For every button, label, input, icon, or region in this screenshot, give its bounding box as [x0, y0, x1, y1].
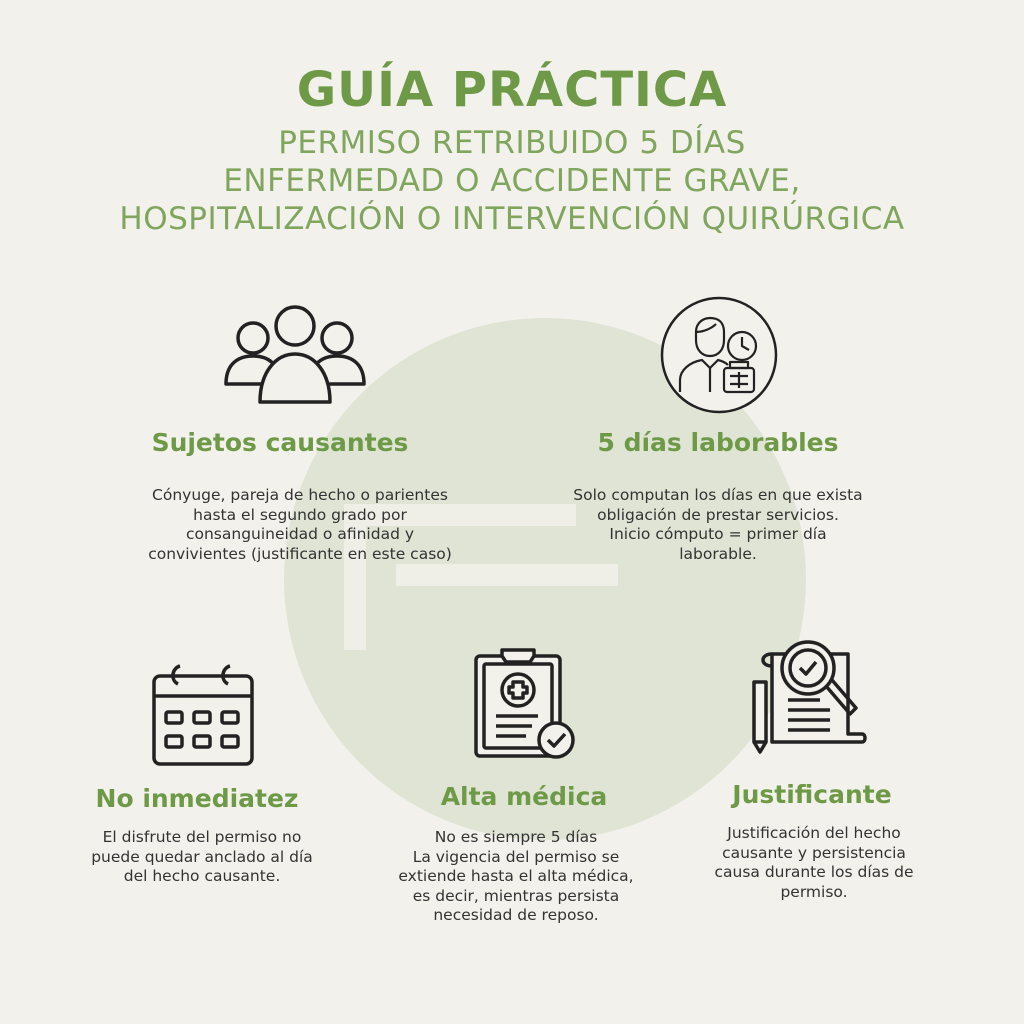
people-group-icon — [222, 304, 368, 406]
item-heading-sujetos: Sujetos causantes — [151, 428, 409, 457]
item-text-dias: Solo computan los días en que exista obligación de prestar servicios. Inicio cómputo = primer día laborable. — [573, 486, 863, 563]
subtitle-line-3: HOSPITALIZACIÓN O INTERVENCIÓN QUIRÚRGICA — [119, 201, 905, 237]
subtitle-line-2: ENFERMEDAD O ACCIDENTE GRAVE, — [223, 163, 801, 199]
item-text-inmediatez: El disfrute del permiso no puede quedar anclado al día del hecho causante. — [91, 828, 313, 885]
calendar-icon — [150, 662, 256, 768]
item-heading-inmediatez: No inmediatez — [95, 784, 299, 813]
subtitle-line-1: PERMISO RETRIBUIDO 5 DÍAS — [278, 125, 746, 161]
medical-clipboard-icon — [472, 644, 578, 762]
item-heading-alta: Alta médica — [440, 782, 608, 811]
item-heading-dias: 5 días laborables — [597, 428, 839, 457]
worker-clock-icon — [660, 296, 778, 414]
item-text-sujetos: Cónyuge, pareja de hecho o parientes hasta el segundo grado por consanguineidad o afinidad y convivientes (justificante en este caso) — [148, 486, 452, 563]
page-title: GUÍA PRÁCTICA — [296, 62, 728, 118]
document-magnifier-icon — [750, 638, 870, 756]
item-heading-justificante: Justificante — [732, 780, 892, 809]
item-text-alta: No es siempre 5 días La vigencia del permiso se extiende hasta el alta médica, es decir, mientras persista necesidad de reposo. — [398, 828, 634, 924]
item-text-justificante: Justificación del hecho causante y persistencia causa durante los días de permiso. — [714, 824, 914, 901]
